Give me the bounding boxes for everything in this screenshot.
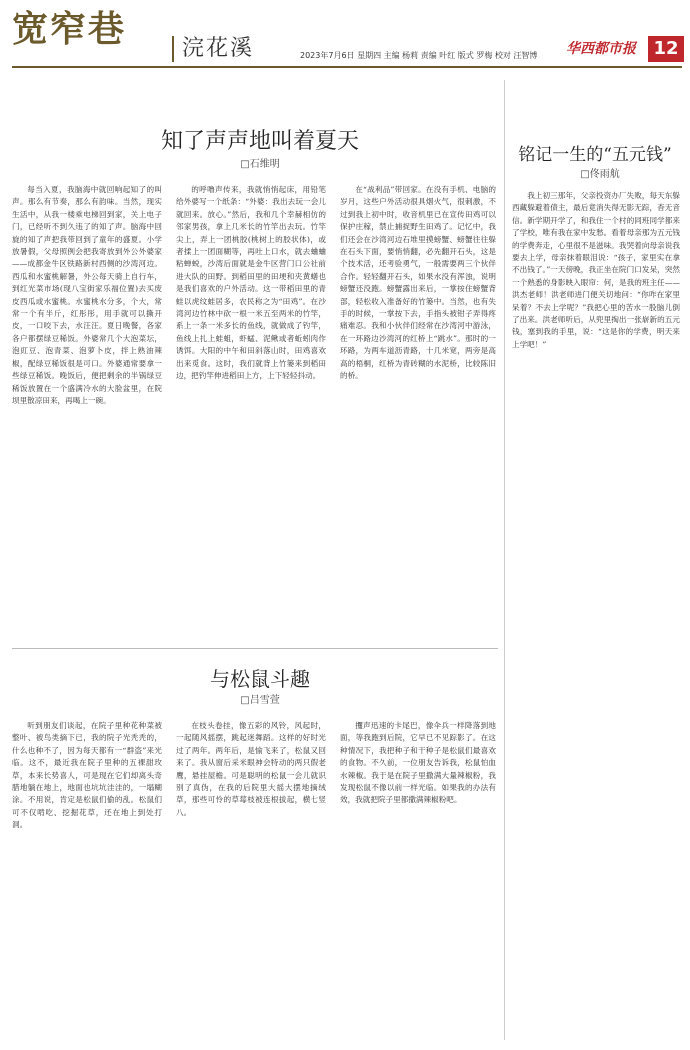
article-1-column-3 — [340, 184, 496, 644]
article-1-text-3: 在“战利品”带回家。在没有手机、电脑的岁月，这些户外活动很具烟火气，很刺激，不过到我上初中时，收音机里已在宣传田鸡可以保护庄稼，禁止捕捉野生田鸡了。记忆中，我们还会在沙湾河边石堆里摸螃蟹、螃蟹往往躲在石头下面，要悄悄翻，必先翻开石头，这是个技术活，还考验勇气，一般需要两三个伙伴合作。轻轻翻开石头，如果水没有浑浊，说明螃蟹还没跑。螃蟹露出来后，一掌按住螃蟹背部，轻松收入准备好的竹篓中。当然，也有失手的时候，一掌按下去，手指头被钳子弄得疼痛难忍。我和小伙伴们经常在沙湾河中游泳，在一环路边沙湾河的红桥上“跳水”。那时的一环路，为两车道沥青路，十几米宽，两旁是高高的梧桐，红桥为青砖糊的水泥桥，比较陈旧的桥。 — [340, 185, 496, 381]
article-3-column-1 — [512, 190, 680, 1040]
article-2-column-2 — [176, 720, 326, 1040]
article-3-title: 铭记一生的“五元钱” — [518, 145, 672, 165]
article-2-text-1: 听到朋友们谈起，在院子里种花种菜被整叶、被鸟类摘下已，我的院子光秃秃的，什么也种不了，因为每天都有一“群盗”来光临。这不，最近我在院子里种的五裸甜玫草，本来长势喜人，可是现在它们却离头奇腊地躺在地上，地面也坑坑洼洼的，一塌糊涂。不用说，肯定是松鼠们偷的乱。松鼠们可不仅啃吃、挖掘花草，还在地上到处打洞。 — [12, 721, 162, 830]
column-name: 浣花溪 — [172, 36, 254, 62]
article-2-column-1 — [12, 720, 162, 1040]
page-number: 12 — [648, 36, 684, 62]
article-2-text-3: 攫声迅速的卡尾巴，像伞兵一样降落到地面，等我跑到后院，它早已不见踪影了。在这种情况下，我把种子和干种子是松鼠们最喜欢的食物。不久前，一位朋友告诉我，松鼠怕血水辣椒。我于是在院子里撒满大量辣椒粉，我发现松鼠不像以前一样光临。如果我的办法有效，我就把院子里都撒满辣椒粉吧。 — [340, 721, 496, 805]
article-2-author: □吕雪萱 — [240, 695, 280, 706]
header-rule — [12, 66, 682, 68]
article-1-author: □石维明 — [240, 159, 280, 170]
article-1-title: 知了声声地叫着夏天 — [160, 129, 359, 154]
article-1-column-1 — [12, 184, 162, 644]
page-header — [0, 0, 690, 75]
article-2-title: 与松鼠斗趣 — [210, 667, 310, 691]
newspaper-brand: 华西都市报 — [566, 41, 636, 57]
article-3-text-1: 我上初三那年，父亲投资办厂失败，每天东躲西藏躲避着债主，最后竟消失得无影无踪，杳无音信。新学期开学了，和我住一个村的同班同学都来了学校，唯有我在家中发愁。看着母亲那为五元钱的学费奔走，心里很不是滋味。我哭着向母亲说我要去上学，母亲抹着眼泪说：“孩子，家里实在拿不出钱了。”一天傍晚，我正坐在院门口发呆，突然一个熟悉的身影映入眼帘：何，是我的班主任——洪杰老师！洪老师进门便关切地问：“你咋在家里呆着？不去上学呢？”我把心里的苦水一股脑儿倒了出来。洪老师听后，从兜里掏出一张崭新的五元钱，塞到我的手里，说：“这是你的学费，明天来上学吧！” — [512, 191, 680, 349]
article-2-column-3 — [340, 720, 496, 1040]
column-divider — [504, 80, 505, 1040]
article-3-author: □佟雨航 — [580, 169, 620, 180]
article-1-text-1: 每当入夏，我脑海中就回响起知了的叫声。那么有节奏，那么有韵味。当然，现实生活中，从我一楼乘电梯回到家，关上电子门，已经听不到久违了的知了声。脑海中回旋的知了声把我带回到了童年的盛夏。小学放暑假，父母照例会把我寄放到外公外婆家——成都金牛区铁路新村西侧的沙湾河边。西瓜和水蜜桃解暑，外公每天骑上自行车，到红光菜市场(现八宝街家乐福位置)去买废皮西瓜或水蜜桃。水蜜桃水分多，个大，常常一个有半斤，红彤彤，用手就可以撕开皮，一口咬下去，水汪汪。夏日晚餐，各家各户都摆绿豆稀饭。外婆常几个大泡菜坛，泡豇豆、泡青菜、泡萝卜皮，拌上熟油辣椒，配绿豆稀饭很是可口。外婆通常要拿一些绿豆稀饭。晚饭后，便把剩余的半锅绿豆稀饭放置在一个盛满冷水的大脸盆里，在院坝里散凉田来，再喝上一碗。 — [12, 185, 162, 405]
masthead: 宽窄巷 — [12, 9, 127, 50]
article-1-column-2 — [176, 184, 326, 644]
article-separator — [12, 648, 498, 649]
dateline: 2023年7月6日 星期四 主编 杨莉 责编 叶红 版式 罗梅 校对 汪智博 — [300, 51, 538, 60]
article-1-text-2: 的呼噜声传来，我就悄悄起床，用铅笔给外婆写一个纸条：“外婆：我出去玩一会儿就回来。放心。”然后，我和几个幸赫相仿的邻家男孩，拿上几米长的竹竿出去玩。竹竿尖上，弄上一团桃胶(桃树上的胶状体)，或者揉上一团面糊等，再吐上口水，就去蛐蛐粘蝉蜕，沙湾后面就是金牛区营门口公社前进大队的田野。到稻田里的田埂和夹黄蟮也是我们喜欢的户外活动。这一带稻田里的青蛙以虎纹蛙居多，农民称之为“田鸡”。在沙湾河边竹林中砍一根一米五至两米的竹竿，系上一条一米多长的鱼线，就做成了钓竿，鱼线上扎上蛙蛆，虾蜢、泥鳅或者蚯蚓肉作诱饵。大阳的中午和田斜落山时，田鸡喜欢出来觅食。这时，我们就背上竹篓来到稻田边，把钓竿伸进稻田上方，上下轻轻抖动。 — [176, 185, 326, 381]
article-2-text-2: 在枝头卷挂，像五彩的风铃，风起时，一起随风摇摆，跳起迷舞蹈。这样的好时光过了两年。两年后，是愉飞来了，松鼠又回来了。我从窗后采米眼神会特动的两只假老鹰，悬挂屋檐。可是聪明的松鼠一会儿就识别了真伪，在我的后院里大摇大摆地摘绒草，那些可怜的草莓枝被连根拔起，横七竖八。 — [176, 721, 326, 817]
